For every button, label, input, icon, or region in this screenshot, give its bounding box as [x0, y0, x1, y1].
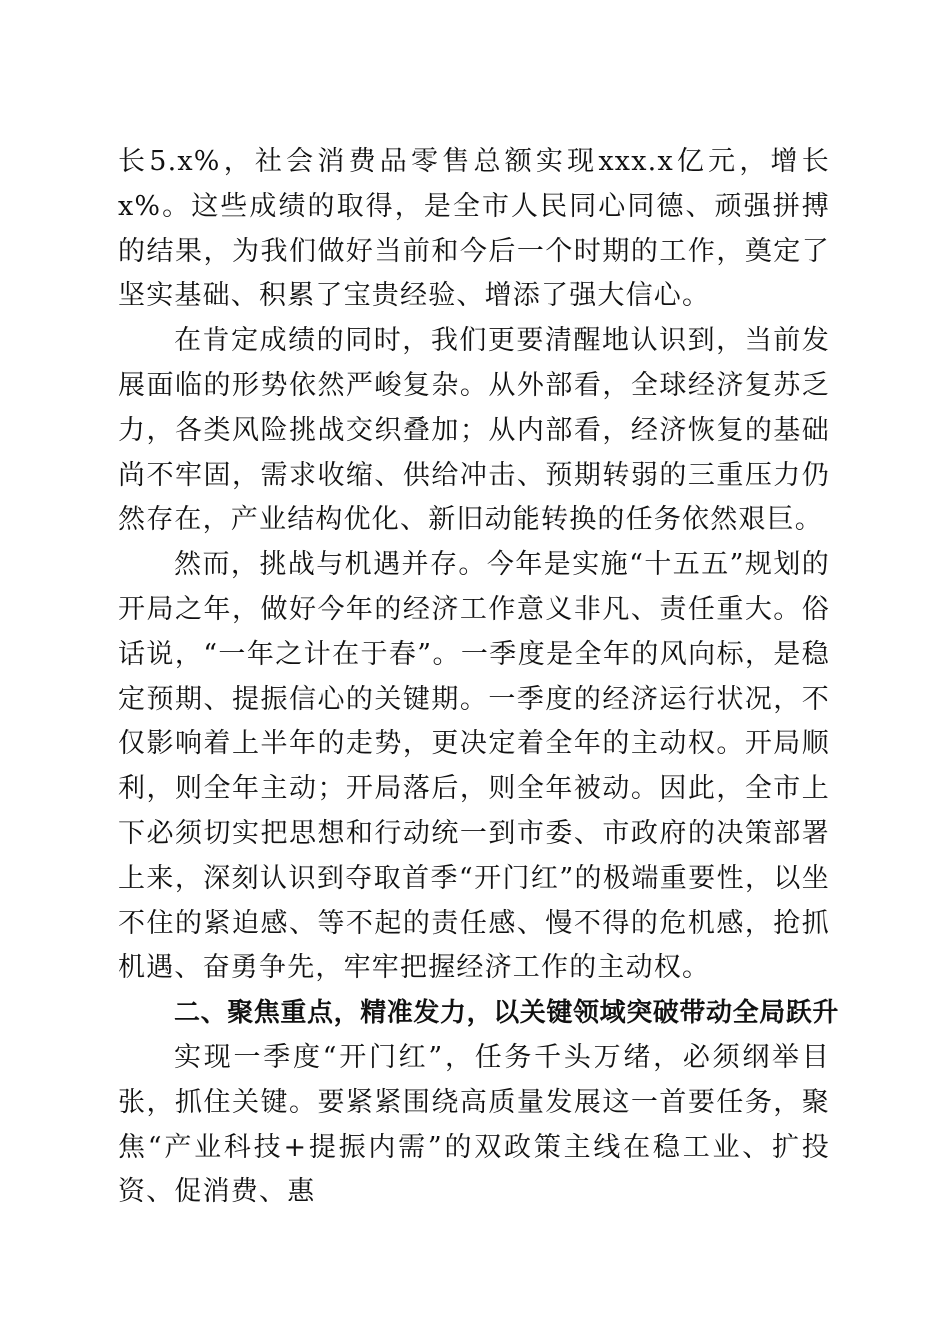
paragraph-challenges: 在肯定成绩的同时，我们更要清醒地认识到，当前发展面临的形势依然严峻复杂。从外部看，全球经济复苏乏力，各类风险挑战交织叠加；从内部看，经济恢复的基础尚不牢固，需求收缩、供给冲击、预期转弱的三重压力仍然存在，产业结构优化、新旧动能转换的任务依然艰巨。: [118, 325, 830, 536]
paragraph-opportunities: 然而，挑战与机遇并存。今年是实施“十五五”规划的开局之年，做好今年的经济工作意义非凡、责任重大。俗话说，“一年之计在于春”。一季度是全年的风向标，是稳定预期、提振信心的关键期。一季度的经济运行状况，不仅影响着上半年的走势，更决定着全年的主动权。开局顺利，则全年主动；开局落后，则全年被动。因此，全市上下必须切实把思想和行动统一到市委、市政府的决策部署上来，深刻认识到夺取首季“开门红”的极端重要性，以坐不住的紧迫感、等不起的责任感、慢不得的危机感，抢抓机遇、奋勇争先，牢牢把握经济工作的主动权。: [118, 549, 830, 984]
paragraph-achievements: 长5.x%，社会消费品零售总额实现xxx.x亿元，增长x%。这些成绩的取得，是全市人民同心同德、顽强拼搏的结果，为我们做好当前和今后一个时期的工作，奠定了坚实基础、积累了宝贵经验、增添了强大信心。: [118, 146, 830, 312]
document-body: [118, 140, 840, 1215]
paragraph-key-tasks: 实现一季度“开门红”，任务千头万绪，必须纲举目张，抓住关键。要紧紧围绕高质量发展这一首要任务，聚焦“产业科技+提振内需”的双政策主线在稳工业、扩投资、促消费、惠: [118, 1041, 830, 1208]
section-heading: 二、聚焦重点，精准发力，以关键领域突破带动全局跃升: [174, 998, 840, 1029]
